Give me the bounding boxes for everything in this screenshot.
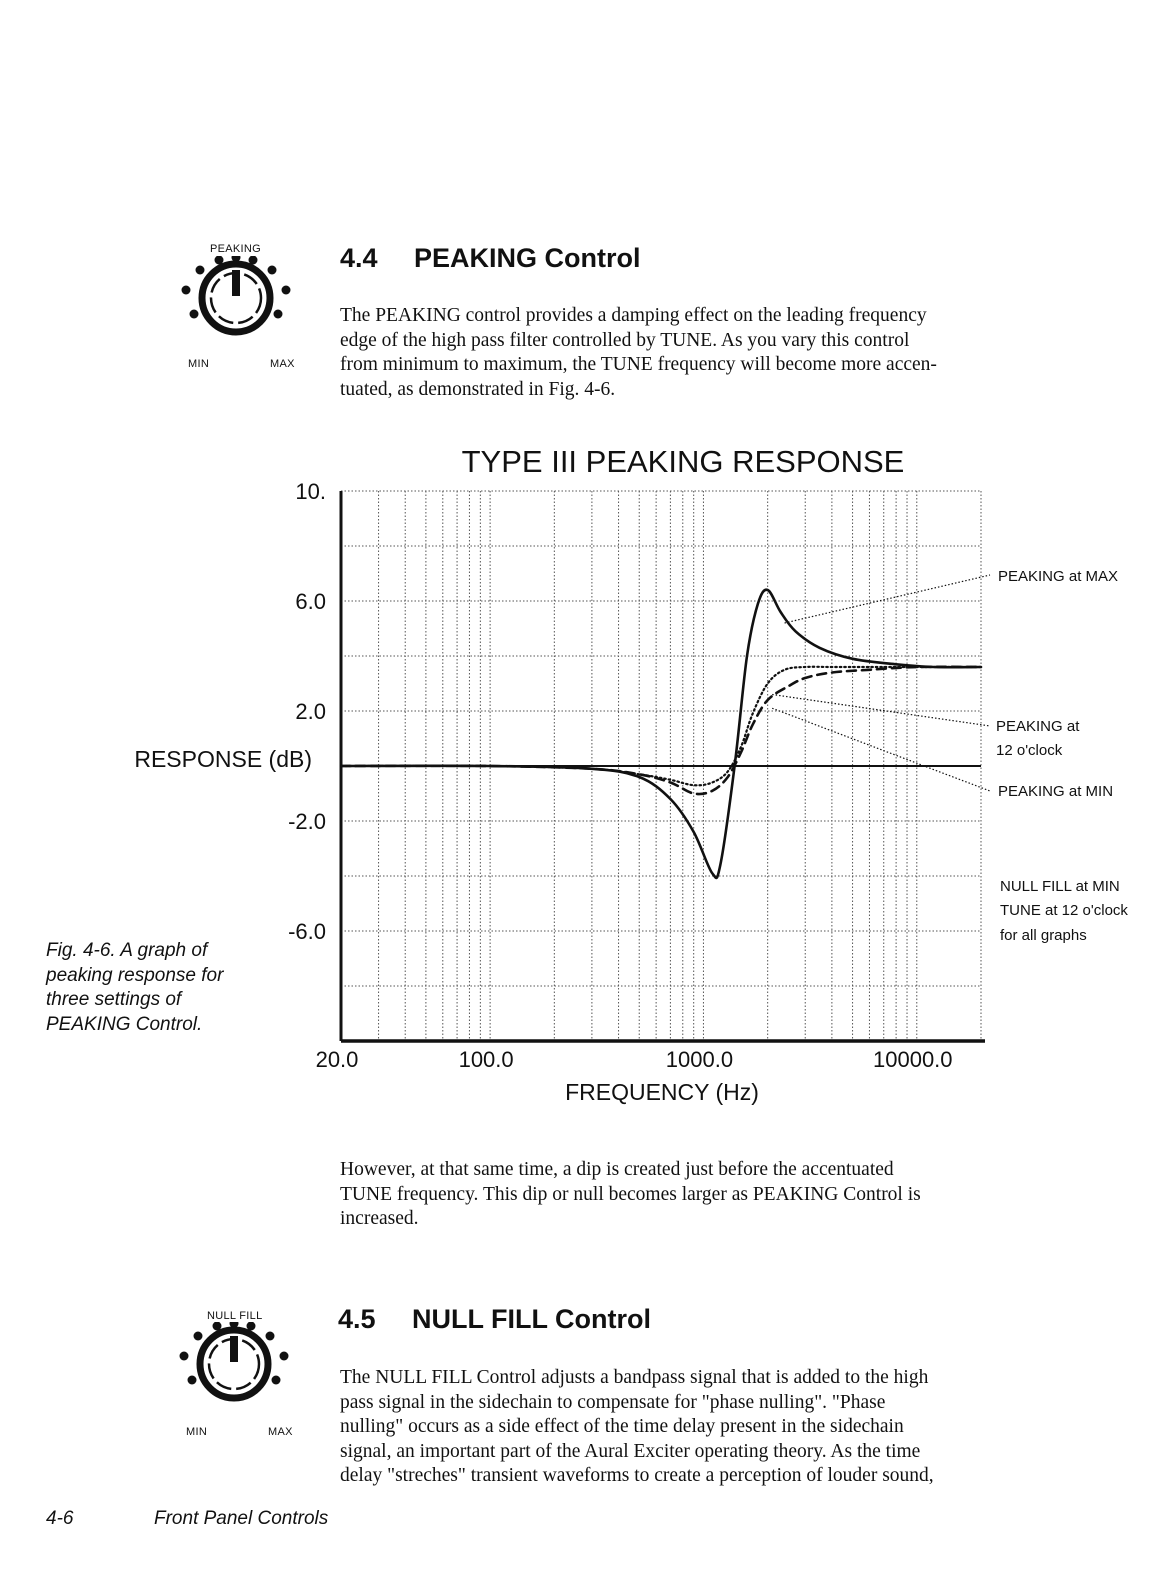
caption-line: peaking response for: [46, 964, 224, 986]
x-tick-label: 1000.0: [665, 1047, 734, 1072]
annotation-note-line3: for all graphs: [1000, 927, 1087, 944]
null-fill-description: [340, 1366, 1060, 1489]
figure-caption: [46, 939, 276, 1037]
peaking-knob-label: PEAKING: [210, 243, 262, 255]
text-line: nulling" occurs as a side effect of the time delay present in the sidechain: [340, 1416, 904, 1437]
caption-line: Fig. 4-6. A graph of: [46, 940, 208, 961]
series-line: [341, 590, 981, 878]
chart-annotations: [996, 568, 1128, 944]
annotation-note-line1: NULL FILL at MIN: [1000, 878, 1120, 895]
text-line: edge of the high pass filter controlled by TUNE. As you vary this control: [340, 329, 910, 351]
x-tick-labels: [316, 1047, 953, 1072]
annotation-note-line2: TUNE at 12 o'clock: [1000, 902, 1128, 919]
x-axis-label: FREQUENCY (Hz): [565, 1079, 759, 1105]
x-tick-label: 20.0: [315, 1047, 359, 1072]
null-fill-knob-max-label: MAX: [268, 1426, 293, 1438]
y-tick-label: -6.0: [288, 919, 326, 944]
annotation-peaking-12-line1: PEAKING at: [996, 718, 1080, 735]
text-line: TUNE frequency. This dip or null becomes larger as PEAKING Control is: [340, 1183, 921, 1205]
section-4-5-heading: [338, 1304, 651, 1335]
peaking-knob-max-label: MAX: [270, 358, 295, 370]
leader-line: [785, 575, 990, 623]
section-number: 4.4: [340, 243, 378, 273]
text-line: pass signal in the sidechain to compensate for "phase nulling". "Phase: [340, 1391, 886, 1413]
text-line: tuated, as demonstrated in Fig. 4-6.: [340, 378, 616, 400]
text-line: However, at that same time, a dip is created just before the accentuated: [340, 1159, 894, 1180]
annotation-peaking-max: PEAKING at MAX: [998, 568, 1119, 585]
chart-series: [341, 590, 981, 878]
section-title: NULL FILL Control: [412, 1304, 651, 1334]
y-tick-label: 10.: [295, 479, 326, 504]
text-line: delay "streches" transient waveforms to create a perception of louder sound,: [340, 1465, 934, 1486]
text-line: The NULL FILL Control adjusts a bandpass signal that is added to the high: [340, 1367, 929, 1388]
text-line: from minimum to maximum, the TUNE frequency will become more accen-: [340, 354, 937, 375]
series-line: [341, 667, 981, 786]
text-line: increased.: [340, 1208, 419, 1229]
null-fill-knob-min-label: MIN: [186, 1426, 208, 1438]
null-fill-knob-icon: [174, 1322, 294, 1422]
page-number: 4-6: [46, 1508, 74, 1529]
text-line: signal, an important part of the Aural Exciter operating theory. As the time: [340, 1440, 921, 1462]
section-4-4-heading: [340, 243, 641, 274]
series-line: [341, 667, 981, 794]
annotation-peaking-12-line2: 12 o'clock: [996, 742, 1063, 759]
chart-title: TYPE III PEAKING RESPONSE: [461, 444, 905, 479]
y-axis-label: RESPONSE (dB): [134, 746, 312, 772]
y-tick-label: 2.0: [295, 699, 326, 724]
peaking-knob-min-label: MIN: [188, 358, 210, 370]
caption-line: three settings of: [46, 989, 182, 1010]
null-fill-knob-label: NULL FILL: [207, 1310, 263, 1322]
x-tick-label: 10000.0: [873, 1047, 953, 1072]
y-tick-label: -2.0: [288, 809, 326, 834]
text-line: The PEAKING control provides a damping effect on the leading frequency: [340, 305, 927, 326]
y-tick-labels: [288, 479, 326, 944]
caption-line: PEAKING Control.: [46, 1013, 203, 1035]
peaking-description: [340, 304, 1060, 402]
dip-description: [340, 1158, 1060, 1232]
section-number: 4.5: [338, 1304, 376, 1334]
y-tick-label: 6.0: [295, 589, 326, 614]
section-title: PEAKING Control: [414, 243, 641, 273]
annotation-peaking-min: PEAKING at MIN: [998, 783, 1114, 800]
footer-section-name: Front Panel Controls: [154, 1508, 329, 1529]
x-tick-label: 100.0: [458, 1047, 514, 1072]
peaking-knob-icon: [176, 256, 296, 356]
